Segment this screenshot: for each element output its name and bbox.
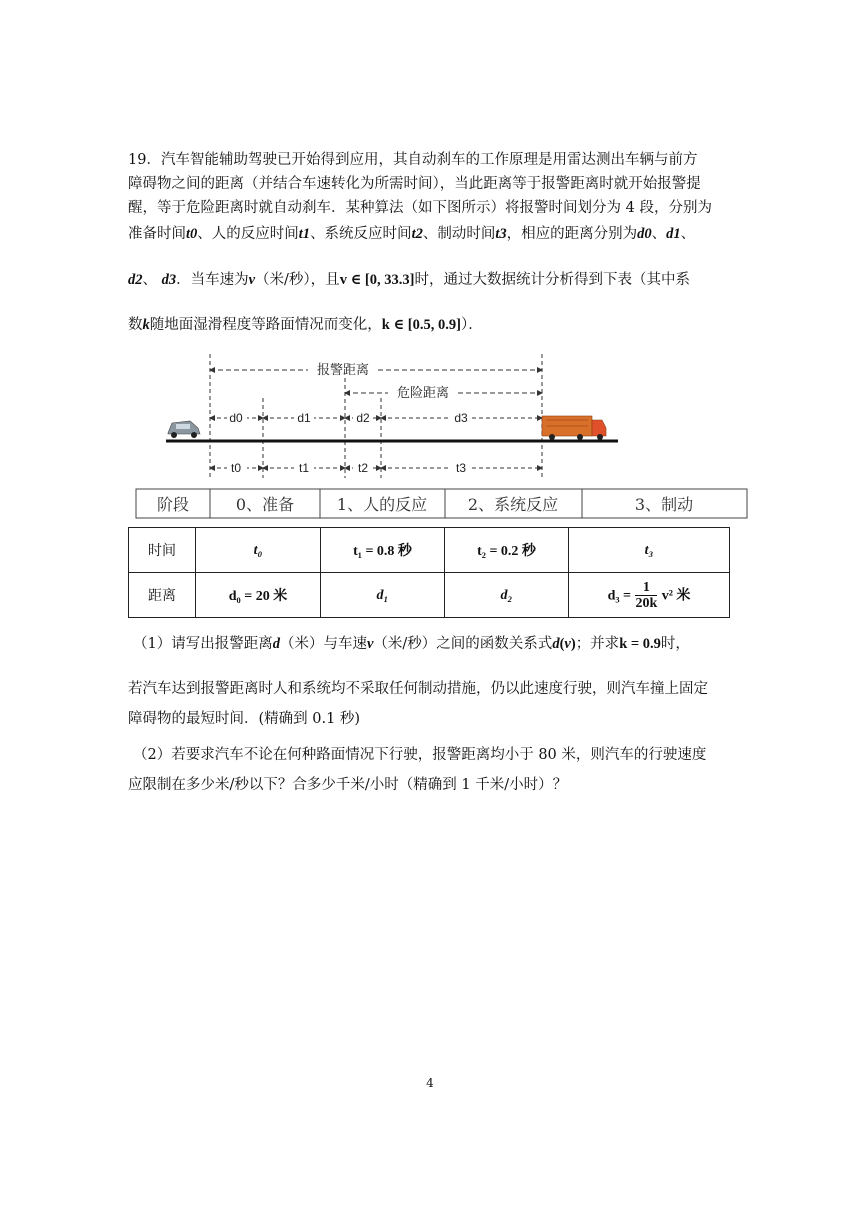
stage-2: 2、系统反应	[467, 495, 559, 514]
problem-number: 19．	[128, 152, 161, 168]
d0-label: d0	[229, 411, 243, 425]
t3-label: t3	[455, 461, 467, 475]
problem-line-4: 准备时间t0、人的反应时间t1、系统反应时间t2、制动时间t3，相应的距离分别为d0、d1、	[128, 226, 696, 242]
t1-label: t1	[298, 461, 310, 475]
t2-label: t2	[357, 461, 369, 475]
page-number: 4	[426, 1076, 434, 1090]
d3-label: d3	[454, 411, 468, 425]
alarm-distance-label: 报警距离	[316, 362, 370, 377]
truck-icon	[542, 416, 606, 440]
table-row: 时间 t₀ t₁ = 0.8 秒 t₂ = 0.2 秒 t₃	[129, 528, 730, 573]
t0-label: t0	[230, 461, 242, 475]
q1-line-1: （1）请写出报警距离d（米）与车速v（米/秒）之间的函数关系式d(v)；并求k = 0.9时，	[133, 636, 690, 652]
problem-line-6: 数k随地面湿滑程度等路面情况而变化，k ∈ [0.5, 0.9]）．	[128, 317, 483, 333]
car-icon	[168, 421, 200, 438]
problem-line-2: 障碍物之间的距离（并结合车速转化为所需时间），当此距离等于报警距离时就开始报警提	[128, 176, 701, 192]
k-range: k ∈ [0.5, 0.9]	[381, 317, 461, 333]
stage-3: 3、制动	[634, 495, 694, 514]
stage-header: 阶段	[156, 495, 190, 514]
q1-line-3: 障碍物的最短时间．(精确到 0.1 秒)	[128, 711, 361, 727]
stage-0: 0、准备	[235, 495, 295, 514]
problem-line-1: 19．汽车智能辅助驾驶已开始得到应用，其自动刹车的工作原理是用雷达测出车辆与前方	[128, 152, 698, 168]
table-row: 距离 d₀ = 20 米 d₁ d₂ d₃ = $\frac{1}{20k}$ v² 米	[129, 573, 730, 618]
row-label-time: 时间	[129, 528, 196, 573]
q2-line-1: （2）若要求汽车不论在何种路面情况下行驶，报警距离均小于 80 米，则汽车的行驶速度	[133, 747, 707, 763]
d1-label: d1	[297, 411, 311, 425]
v-range: v ∈ [0, 33.3]	[339, 272, 415, 288]
q2-line-2: 应限制在多少米/秒以下？合多少千米/小时（精确到 1 千米/小时）？	[128, 777, 568, 793]
stage-1: 1、人的反应	[336, 495, 428, 514]
problem-line-3: 醒，等于危险距离时就自动刹车．某种算法（如下图所示）将报警时间划分为 4 段，分别为	[128, 200, 712, 216]
time-distance-table	[128, 527, 730, 618]
braking-diagram	[128, 348, 753, 523]
problem-line-5: d2、 d3．当车速为v（米/秒），且v ∈ [0, 33.3]时，通过大数据统计分析得到下表（其中系	[128, 272, 690, 288]
row-label-distance: 距离	[129, 573, 196, 618]
d3-formula: d₃ = $\frac{1}{20k}$ v² 米	[569, 573, 730, 618]
danger-distance-label: 危险距离	[396, 385, 450, 400]
q1-line-2: 若汽车达到报警距离时人和系统均不采取任何制动措施，仍以此速度行驶，则汽车撞上固定	[128, 681, 708, 697]
d2-label: d2	[356, 411, 370, 425]
